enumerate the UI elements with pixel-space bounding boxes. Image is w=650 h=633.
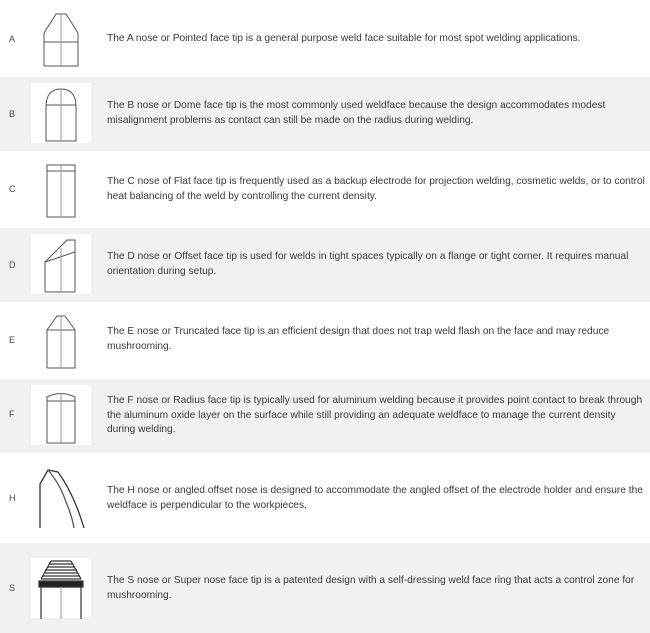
table-row: [0, 543, 650, 633]
table-row: [0, 453, 650, 543]
row-description: The A nose or Pointed face tip is a general purpose weld face suitable for most spot welding applications.: [107, 33, 581, 44]
row-description: The C nose of Flat face tip is frequently used as a backup electrode for projection welding, cosmetic welds, or to control heat balancing of the weld by controlling the current density.: [107, 176, 645, 202]
tip-icon-box: [31, 234, 91, 294]
pointed-tip-icon: [39, 8, 83, 68]
tip-icon-box: [31, 83, 91, 143]
row-letter: E: [9, 335, 16, 345]
dome-tip-icon: [39, 83, 83, 143]
radius-tip-icon: [39, 385, 83, 445]
tip-icon-box: [31, 468, 91, 528]
tip-icon-box: [31, 310, 91, 370]
tip-icon-box: [31, 8, 91, 68]
truncated-tip-icon: [39, 310, 83, 370]
tip-icon-box: [31, 385, 91, 445]
row-description: The D nose or Offset face tip is used for welds in tight spaces typically on a flange or tight corner. It requires manual orientation during setup.: [107, 251, 629, 277]
row-letter: C: [9, 184, 16, 194]
table-row: [0, 0, 650, 77]
row-description: The E nose or Truncated face tip is an efficient design that does not trap weld flash on the face and may reduce mushrooming.: [107, 326, 610, 352]
row-letter: B: [9, 109, 16, 119]
row-description: The B nose or Dome face tip is the most commonly used weldface because the design accommodates modest misalignment problems as contact can still be made on the radius during welding.: [107, 100, 606, 126]
angled-offset-nose-icon: [36, 466, 86, 530]
tip-icon-box: [31, 159, 91, 219]
table-row: [0, 302, 650, 379]
flat-tip-icon: [39, 159, 83, 219]
row-letter: H: [9, 493, 16, 503]
row-description: The S nose or Super nose face tip is a patented design with a self-dressing weld face ring that acts a control zone for mushrooming.: [107, 575, 635, 601]
row-letter: A: [9, 33, 16, 44]
table-row: [0, 228, 650, 302]
tip-icon-box: [31, 558, 91, 618]
row-letter: D: [9, 260, 16, 270]
table-row: [0, 379, 650, 453]
table-row: [0, 77, 650, 151]
row-letter: F: [9, 409, 15, 419]
offset-tip-icon: [39, 234, 83, 294]
super-nose-tip-icon: [33, 557, 89, 619]
row-description: The F nose or Radius face tip is typically used for aluminum welding because it provides point contact to break through the aluminum oxide layer on the surface while still providing an adequate weldface to manage the current density during welding.: [107, 395, 643, 435]
row-description: The H nose or angled offset nose is designed to accommodate the angled offset of the electrode holder and ensure the weldface is perpendicular to the workpieces.: [107, 485, 643, 511]
table-row: [0, 151, 650, 228]
row-letter: S: [9, 583, 16, 593]
